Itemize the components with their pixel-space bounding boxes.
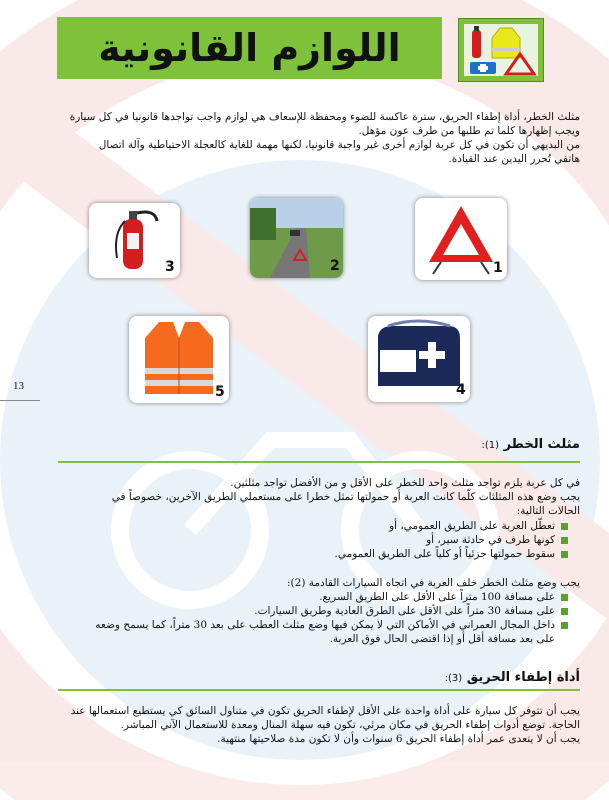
page-number: 13 — [13, 380, 24, 392]
section-heading-extinguisher — [300, 670, 580, 685]
list-item — [28, 590, 568, 604]
section2-body — [28, 704, 580, 746]
body-line: يجب وضع هذه المثلثات كلّما كانت العربة أو حمولتها تمثل خطرا على مستعملي الطريق الآخرين، خصوصاً في — [111, 491, 580, 503]
section-rule — [58, 689, 580, 691]
section-title: أداة إطفاء الحريق — [466, 670, 580, 685]
page-title: اللوازم القانونية — [98, 26, 401, 70]
page-number-rule — [0, 400, 40, 401]
list-item-text: سقوط حمولتها جزئياً أو كلياً على الطريق العمومي. — [334, 548, 555, 560]
section-ref: (1): — [481, 440, 500, 451]
list-item — [28, 632, 568, 646]
intro-line: مثلث الخطر، أداة إطفاء الحريق، سترة عاكسة للضوء ومحفظة للإسعاف هي لوازم واجب تواجدها قانونيا في كل سيارة — [69, 111, 580, 123]
image-fire-extinguisher — [89, 203, 180, 278]
list-item — [28, 604, 568, 618]
list-item-text: على بعد مسافة أقل أو إذا اقتضى الحال فوق العربة. — [329, 633, 555, 645]
first-aid-kit-icon — [368, 316, 470, 402]
list-item — [28, 618, 568, 632]
body-line: في كل عربة يلزم تواجد مثلث واحد للخطر على الأقل و من الأفضل تواجد مثلثين. — [230, 477, 580, 489]
list-item-text: تعطّل العربة على الطريق العمومي، أو — [389, 520, 555, 532]
bullet-marker — [561, 608, 568, 615]
list-item-text: كونها طرف في حادثة سير، أو — [426, 534, 555, 546]
section-title: مثلث الخطر — [503, 437, 580, 452]
section-rule — [58, 461, 580, 463]
image-road-triangle — [250, 198, 343, 278]
image-first-aid-kit — [368, 316, 470, 402]
body-line: يجب أن تتوفر كل سيارة على أداة واحدة على الأقل لإطفاء الحريق تكون في متناول السائق كي يستطيع استعمالها عند — [70, 705, 580, 717]
intro-line: هاتفي تُحرر اليدين عند القيادة. — [448, 153, 580, 165]
section1-body — [28, 476, 580, 518]
list-item-text: على مسافة 100 متراً على الأقل على الطريق السريع. — [319, 591, 555, 603]
reflective-vest-icon — [129, 316, 229, 403]
bullet-marker — [561, 622, 568, 629]
bullet-marker — [561, 523, 568, 530]
image-number: 5 — [215, 384, 225, 400]
bullet-marker — [561, 537, 568, 544]
list-item — [28, 533, 568, 547]
list-item — [28, 519, 568, 533]
bullet-marker — [561, 551, 568, 558]
image-number: 4 — [456, 382, 466, 398]
intro-paragraph — [30, 110, 580, 166]
title-banner — [57, 17, 442, 79]
bullet-list-distances — [28, 590, 568, 646]
body-line: يجب أن لا يتعدى عمر أداة إطفاء الحريق 6 سنوات وأن لا تكون مدة صلاحيتها منتهية. — [217, 733, 580, 745]
body-line: الحاجة. توضع أدوات إطفاء الحريق في مكان مرئي، تكون فيه سهلة المنال ومعدة للاستعمال الآني المباشر. — [120, 719, 580, 731]
image-number: 2 — [330, 258, 340, 274]
list-item-text: داخل المجال العمراني في الأماكن التي لا يمكن فيها وضع مثلث العطب على بعد 30 متراً، كما يسمح وضعه — [95, 619, 555, 631]
list-item-text: على مسافة 30 متراً على الأقل على الطرق العادية وطريق السيارات. — [254, 605, 555, 617]
image-reflective-vest — [129, 316, 229, 403]
equipment-logo-icon — [464, 24, 538, 76]
section-heading-warning-triangle — [300, 437, 580, 452]
intro-line: من البديهي أن تكون في كل عربة لوازم أخرى غير واجبة قانونيا، لكنها مهمة للغاية كالعجلة الاحتياطية وآلة اتصال — [98, 139, 580, 151]
section-ref: (3): — [444, 673, 463, 684]
bullet-list-cases — [28, 519, 568, 561]
section1-placement — [28, 576, 580, 590]
image-warning-triangle — [415, 198, 507, 280]
intro-line: ويجب إظهارها كلما تم طلبها من طرف عون مؤهل. — [358, 125, 580, 137]
image-number: 1 — [493, 260, 503, 276]
body-line: الحالات التالية: — [516, 505, 580, 517]
image-number: 3 — [165, 259, 175, 275]
list-item — [28, 547, 568, 561]
equipment-logo — [458, 18, 544, 82]
bullet-marker — [561, 594, 568, 601]
body-line: يجب وضع مثلث الخطر خلف العربة في اتجاه السيارات القادمة (2): — [287, 577, 580, 589]
